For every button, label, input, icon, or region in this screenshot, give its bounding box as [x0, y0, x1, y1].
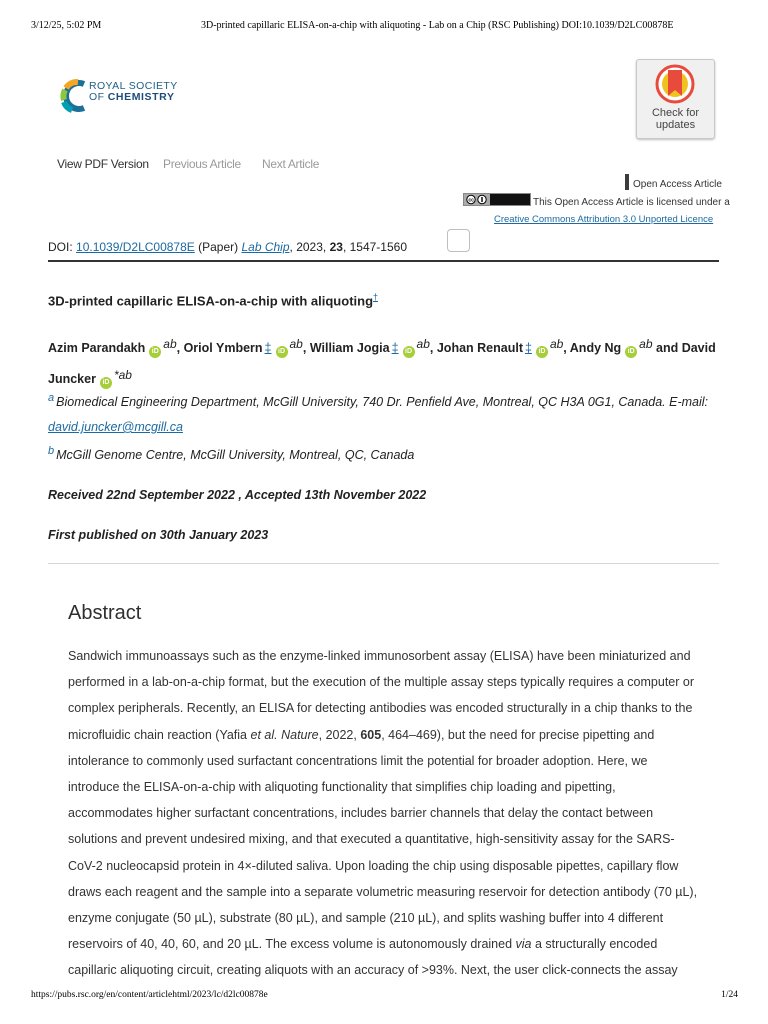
affiliation-email — [48, 420, 183, 434]
section-divider — [48, 563, 719, 564]
author-name[interactable]: Azim Parandakh — [48, 341, 146, 355]
author-affiliation-sup: ab — [289, 337, 303, 351]
affiliation-b-text: McGill Genome Centre, McGill University, Montreal, QC, Canada — [56, 448, 415, 463]
author-name[interactable]: Oriol Ymbern — [183, 341, 263, 355]
author-affiliation-sup: *ab — [113, 368, 132, 382]
citation-pages: , 1547-1560 — [342, 240, 407, 254]
license-text: This Open Access Article is licensed under a — [533, 197, 730, 208]
citation-checkbox[interactable] — [447, 229, 470, 252]
abstract-part-2: , 2022, — [318, 727, 357, 742]
author-list — [48, 331, 720, 393]
author-separator: and — [652, 341, 682, 355]
affiliation-b-marker: b — [48, 445, 55, 457]
author-separator: , — [429, 341, 437, 355]
abstract-part-1: Sandwich immunoassays such as the enzyme-linked immunosorbent assay (ELISA) have been miniaturized and performed in a lab-on-a-chip format, but the execution of the multiple assay steps typically requires a computer or complex peripherals. Recently, an ELISA for detecting antibodies was encoded structurally in a chip thanks to the microfluidic chain reaction (Yafia — [68, 649, 695, 742]
cc-by-icon[interactable] — [463, 193, 531, 206]
orcid-icon[interactable]: iD — [625, 346, 637, 358]
equal-contribution-mark[interactable]: ‡ — [264, 341, 272, 355]
logo-line1: ROYAL SOCIETY — [89, 80, 178, 92]
print-page-number: 1/24 — [721, 990, 738, 1000]
affiliation-b — [48, 445, 414, 462]
abstract-part-4: a structurally encoded capillaric aliquoting circuit, creating aliquots with an accuracy of >93%. Next, the user click-connects the assay — [68, 937, 678, 978]
cfu-line2: updates — [655, 119, 696, 131]
equal-contribution-mark[interactable]: ‡ — [524, 341, 532, 355]
doi-link[interactable]: 10.1039/D2LC00878E — [76, 240, 195, 254]
cc-badge-graphic — [464, 194, 530, 205]
author-affiliation-sup: ab — [163, 337, 177, 351]
abstract-journal: Nature — [281, 727, 319, 742]
received-accepted-dates: Received 22nd September 2022 , Accepted 13th November 2022 — [48, 488, 427, 502]
author-name[interactable]: David Juncker — [48, 341, 716, 386]
first-published-date: First published on 30th January 2023 — [48, 528, 269, 542]
article-title — [48, 292, 378, 308]
logo-line2 — [89, 92, 178, 103]
previous-article-link[interactable]: Previous Article — [163, 157, 241, 171]
author-name[interactable]: William Jogia — [309, 341, 390, 355]
logo-line2-prefix: OF — [89, 91, 105, 103]
abstract-paragraph — [68, 643, 700, 984]
open-access-label: Open Access Article — [633, 179, 722, 190]
author-affiliation-sup: ab — [549, 337, 564, 351]
abstract-volume: 605 — [360, 727, 382, 742]
equal-contribution-mark[interactable]: ‡ — [391, 341, 399, 355]
abstract-via: via — [515, 937, 532, 952]
author-separator: , — [563, 341, 570, 355]
check-for-updates-button[interactable] — [636, 59, 715, 139]
affiliation-a — [48, 392, 708, 409]
print-title: 3D-printed capillaric ELISA-on-a-chip with aliquoting - Lab on a Chip (RSC Publishing) DOI:10.1039/D2LC00878E — [201, 20, 674, 31]
view-pdf-link[interactable]: View PDF Version — [57, 157, 149, 171]
orcid-icon[interactable]: iD — [100, 377, 112, 389]
author-name[interactable]: Andy Ng — [569, 341, 622, 355]
license-link[interactable]: Creative Commons Attribution 3.0 Unported Licence — [494, 214, 714, 225]
author-name[interactable]: Johan Renault — [436, 341, 523, 355]
affiliation-a-text: Biomedical Engineering Department, McGill University, 740 Dr. Penfield Ave, Montreal, QC H3A 0G1, Canada. E-mail: — [56, 395, 709, 410]
abstract-etal: et al. — [250, 727, 278, 742]
author-separator: , — [302, 341, 310, 355]
rsc-logo[interactable] — [58, 76, 198, 116]
author-affiliation-sup: ab — [416, 337, 430, 351]
bookmark-icon — [655, 64, 695, 106]
orcid-icon[interactable]: iD — [149, 346, 161, 358]
logo-line2-bold: CHEMISTRY — [107, 91, 175, 103]
journal-link[interactable]: Lab Chip — [241, 240, 290, 254]
orcid-icon[interactable]: iD — [403, 346, 415, 358]
svg-text:cc: cc — [468, 197, 474, 204]
abstract-text — [68, 643, 700, 984]
print-header — [0, 0, 768, 36]
citation-year: , 2023, — [289, 240, 327, 254]
next-article-link[interactable]: Next Article — [262, 157, 320, 171]
print-date: 3/12/25, 5:02 PM — [31, 20, 102, 31]
corresponding-email-link[interactable]: david.juncker@mcgill.ca — [48, 420, 183, 434]
orcid-icon[interactable]: iD — [536, 346, 548, 358]
check-for-updates-label — [637, 107, 714, 131]
print-url: https://pubs.rsc.org/en/content/articlehtml/2023/lc/d2lc00878e — [31, 990, 268, 1000]
citation-volume: 23 — [329, 240, 343, 254]
orcid-icon[interactable]: iD — [276, 346, 288, 358]
cfu-line1: Check for — [651, 107, 700, 119]
affiliation-a-marker: a — [48, 392, 55, 404]
abstract-heading: Abstract — [68, 602, 142, 624]
author-separator: , — [176, 341, 184, 355]
rsc-logo-icon — [58, 78, 88, 114]
abstract-part-3: , 464–469), but the need for precise pipetting and intolerance to commonly used surfactant concentrations limit the potential for broader adoption. Here, we introduce the ELISA-on-a-chip with aliquoting functionality that simplifies chip loading and pipetting, accommodates higher surfactant concentrations, includes barrier channels that delay the contact between solutions and prevent undesired mixing, and that executed a quantitative, high-sensitivity assay for the SARS-CoV-2 nucleocapsid protein in 4×-diluted saliva. Upon loading the chip using disposable pipettes, capillary flow draws each reagent and the sample into a separate volumetric measuring reservoir for detection antibody (70 µL), enzyme conjugate (50 µL), substrate (80 µL), and sample (210 µL), and splits washing buffer into 4 different reservoirs of 40, 40, 60, and 20 µL. The excess volume is autonomously drained — [68, 727, 698, 952]
title-footnote-link[interactable]: † — [373, 292, 379, 302]
logo-text — [89, 81, 178, 103]
doi-label: DOI: — [48, 240, 73, 254]
open-access-icon — [625, 174, 629, 190]
author-affiliation-sup: ab — [639, 337, 653, 351]
article-type: (Paper) — [198, 240, 239, 254]
citation-line — [48, 240, 407, 254]
article-title-text: 3D-printed capillaric ELISA-on-a-chip with aliquoting — [48, 293, 374, 309]
header-divider — [48, 260, 719, 262]
